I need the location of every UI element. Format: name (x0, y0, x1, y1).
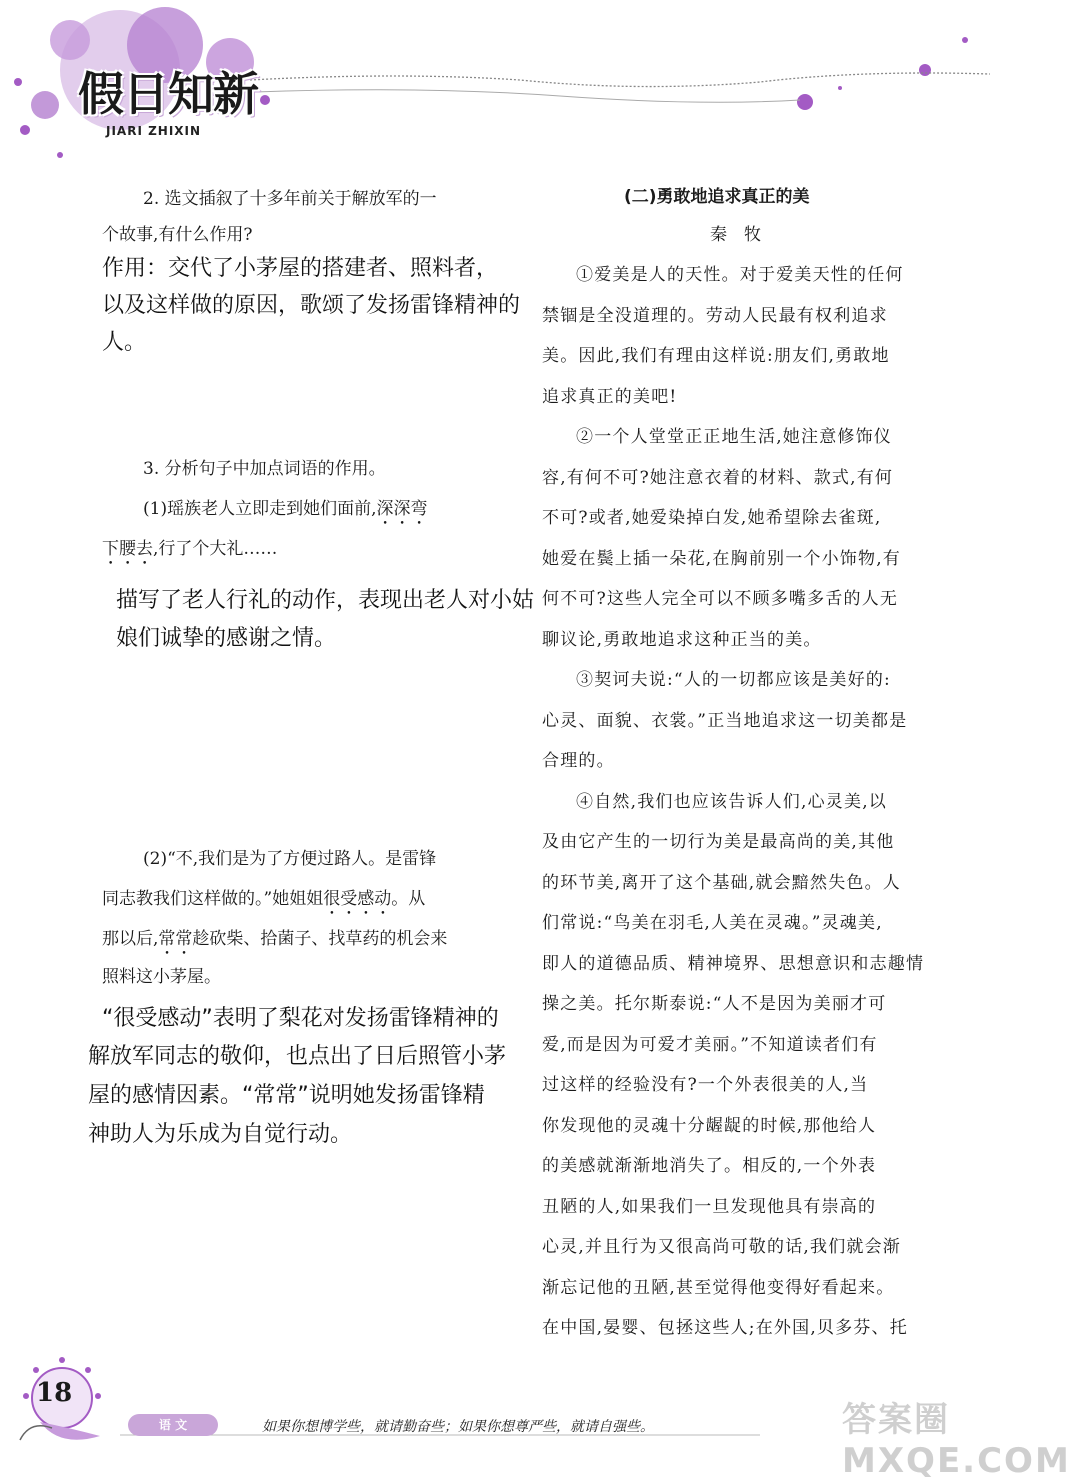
logo-subtitle: JIARI ZHIXIN (106, 124, 202, 138)
question-3-2-line-1: (2)“不,我们是为了方便过路人。是雷锋 (143, 849, 437, 869)
question-2-answer-line-3: 人。 (102, 330, 147, 355)
article-line: 及由它产生的一切行为美是最高尚的美,其他 (542, 832, 895, 852)
question-3-1-text: (1)瑶族老人立即走到她们面前, (143, 499, 377, 519)
question-3-2-line-3 (102, 920, 447, 959)
article-line: 渐忘记他的丑陋,甚至觉得他变得好看起来。 (542, 1277, 895, 1298)
question-3-2-line2-text-a: 同志教我们这样做的。”她姐姐 (102, 889, 324, 909)
article-line: ①爱美是人的天性。对于爱美天性的任何 (576, 265, 904, 285)
article-line: 操之美。托尔斯泰说:“人不是因为美丽才可 (542, 994, 887, 1014)
article-line: 心灵,并且行为又很高尚可敬的话,我们就会渐 (542, 1237, 902, 1257)
article-line: 禁锢是全没道理的。劳动人民最有权利追求 (542, 305, 888, 326)
question-3-2-line-4: 照料这小茅屋。 (102, 967, 221, 987)
watermark (842, 1392, 1071, 1481)
question-3-2-answer-line-1: “很受感动”表明了梨花对发扬雷锋精神的 (102, 1006, 499, 1031)
article-line: 们常说:“鸟美在羽毛,人美在灵魂。”灵魂美, (542, 913, 883, 933)
question-3-1-line-1 (143, 490, 427, 529)
article-author: 秦 牧 (710, 225, 761, 245)
article-line: 追求真正的美吧! (542, 386, 678, 407)
article-line: ②一个人堂堂正正地生活,她注意修饰仪 (576, 427, 893, 447)
question-2-answer-line-2: 以及这样做的原因，歌颂了发扬雷锋精神的 (102, 293, 521, 318)
article-line: 何不可?这些人完全可以不顾多嘴多舌的人无 (542, 589, 899, 609)
question-2-line-1: 2. 选文插叙了十多年前关于解放军的一 (143, 189, 437, 209)
question-3-2-line2-text-b: 。从 (391, 889, 426, 909)
watermark-text: 答案圈 MXQE.COM (842, 1400, 1071, 1481)
article-line: 即人的道德品质、精神境界、思想意识和志趣情 (542, 953, 925, 974)
article-line: 的环节美,离开了这个基础,就会黯然失色。人 (542, 872, 902, 893)
article-line: 你发现他的灵魂十分龌龊的时候,那他给人 (542, 1115, 877, 1136)
question-3-2-line3-dotted: 常常 (158, 929, 193, 949)
article-line: 心灵、面貌、衣裳。”正当地追求这一切美都是 (542, 710, 908, 731)
article-line: 聊议论,勇敢地追求这种正当的美。 (542, 629, 822, 650)
article-line: 丑陋的人,如果我们一旦发现他具有崇高的 (542, 1196, 877, 1217)
article-line: 容,有何不可?她注意衣着的材料、款式,有何 (542, 467, 894, 488)
question-3-1-dotted: 深深弯 (376, 499, 428, 519)
article-line: 不可?或者,她爱染掉白发,她希望除去雀斑, (542, 508, 882, 528)
question-2-answer-line-1: 作用：交代了小茅屋的搭建者、照料者， (102, 256, 499, 281)
question-3-1-line2-dotted: 下腰去 (102, 539, 153, 559)
question-3-2-answer-line-2: 解放军同志的敬仰，也点出了日后照管小茅 (88, 1044, 507, 1069)
question-3-2-answer-line-4: 神助人为乐成为自觉行动。 (88, 1122, 353, 1147)
question-3-2-line-2 (102, 880, 425, 919)
question-3-2-line2-dotted: 很受感动 (323, 889, 392, 909)
article-line: 她爱在鬓上插一朵花,在胸前别一个小饰物,有 (542, 548, 902, 569)
logo-title: 假日知新 (78, 67, 258, 121)
article-body (542, 255, 944, 1349)
subject-tag: 语 文 (128, 1414, 218, 1436)
question-3-2-line3-text-a: 那以后, (102, 929, 159, 949)
article-line: ③契诃夫说:“人的一切都应该是美好的: (576, 670, 891, 690)
article-line: 过这样的经验没有?一个外表很美的人,当 (542, 1075, 869, 1095)
question-3-1-line2-text: ,行了个大礼…… (153, 539, 278, 559)
article-title: (二)勇敢地追求真正的美 (624, 187, 810, 207)
article-line: 美。因此,我们有理由这样说:朋友们,勇敢地 (542, 346, 890, 366)
question-3-1-line-2 (102, 530, 277, 569)
article-line: 爱,而是因为可爱才美丽。”不知道读者们有 (542, 1034, 878, 1055)
question-3-1-answer-line-1: 描写了老人行礼的动作，表现出老人对小姑 (116, 588, 535, 613)
question-2-line-2: 个故事,有什么作用? (102, 225, 253, 245)
article-line: ④自然,我们也应该告诉人们,心灵美,以 (576, 791, 888, 812)
article-line: 合理的。 (542, 751, 615, 771)
page-header (0, 0, 1000, 170)
article-line: 的美感就渐渐地消失了。相反的,一个外表 (542, 1156, 877, 1176)
question-3-title: 3. 分析句子中加点词语的作用。 (143, 459, 386, 479)
question-3-2-answer-line-3: 屋的感情因素。“常常”说明她发扬雷锋精 (88, 1083, 485, 1108)
question-3-2-line3-text-b: 趁砍柴、拾菌子、找草药的机会来 (192, 929, 448, 949)
question-3-1-answer-line-2: 娘们诚挚的感谢之情。 (116, 626, 337, 651)
article-line: 在中国,晏婴、包拯这些人;在外国,贝多芬、托 (542, 1318, 908, 1338)
footer-motto: 如果你想博学些，就请勤奋些；如果你想尊严些，就请自强些。 (262, 1419, 654, 1435)
page-number: 18 (36, 1378, 73, 1408)
